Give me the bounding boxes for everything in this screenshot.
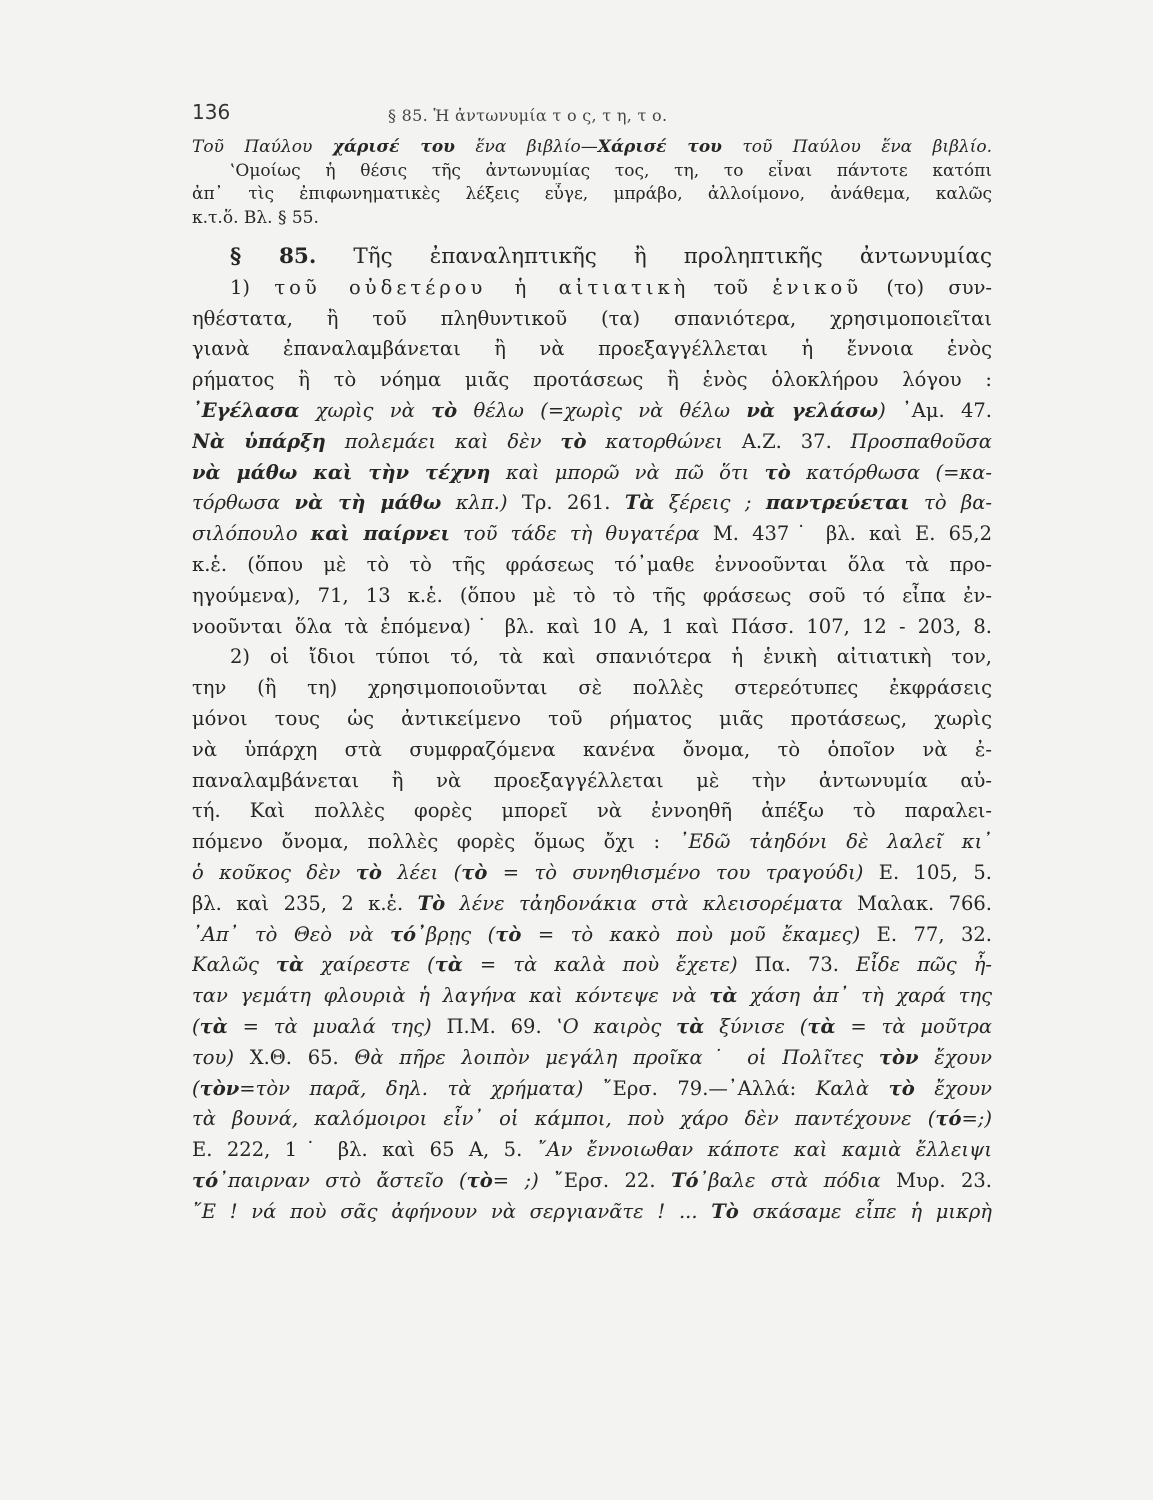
section-line — [192, 1197, 992, 1228]
section-line — [192, 981, 992, 1012]
text-run: καὶ μπορῶ νὰ πῶ ὅτι — [490, 460, 765, 484]
text-run: ἑνικοῦ — [772, 275, 863, 299]
text-run: χάση ἀπ᾽ τὴ χαρά της — [737, 984, 992, 1008]
section-line — [192, 642, 992, 673]
text-run: θέλω (=χωρὶς νὰ θέλω — [457, 398, 747, 422]
text-run: Τῆς ἐπαναληπτικῆς ἢ προληπτικῆς ἀντωνυμίας — [316, 244, 992, 269]
text-run: ρήματος ἢ τὸ νόημα μιᾶς προτάσεως ἢ ἑνὸς ὁλοκλήρου λόγου : — [192, 368, 992, 392]
section-line — [192, 920, 992, 951]
text-run: τὸ — [495, 922, 522, 946]
section-line — [192, 1135, 992, 1166]
text-run: ῎Ε ! νά ποὺ σᾶς ἀφήνουν νὰ σεργιανᾶτε ! ... — [192, 1199, 712, 1223]
text-run: τό — [935, 1107, 962, 1131]
text-run: παντρεύεται — [765, 491, 910, 515]
text-run: Καλῶς — [192, 953, 276, 977]
text-run: Τὰ — [624, 491, 655, 515]
text-run: τὰ — [709, 984, 738, 1008]
text-run: 2) οἱ ἴδιοι τύποι τό, τὰ καὶ σπανιότερα ἡ ἑνικὴ αἰτιατικὴ τον, — [230, 645, 992, 669]
text-run: ηθέστατα, ἢ τοῦ πληθυντικοῦ (τα) σπανιότερα, χρησιμοποιεῖται — [192, 306, 992, 330]
text-run: ἔχουν — [914, 1076, 992, 1100]
section-line — [192, 334, 992, 365]
text-run: Εἶδε πῶς ἦ- — [856, 953, 992, 977]
text-run: = ;) — [492, 1168, 539, 1192]
text-run: (το) συν- — [862, 275, 992, 299]
section-line — [192, 1166, 992, 1197]
section-line — [192, 889, 992, 920]
text-run: =τὸν παρᾶ, δηλ. τὰ χρήματα) — [239, 1076, 584, 1100]
text-run: τὸ βα- — [909, 491, 992, 515]
text-run: ῎Αν ἔννοιωθαν κάποτε καὶ καμιὰ ἔλλειψι — [536, 1138, 992, 1162]
text-run: Τὸ — [711, 1199, 739, 1223]
section-line — [192, 273, 992, 304]
intro-line — [192, 136, 992, 160]
text-run: χαίρεστε ( — [304, 953, 435, 977]
text-run: = τὸ κακὸ ποὺ μοῦ ἔκαμες) — [521, 922, 861, 946]
section-line — [192, 550, 992, 581]
text-run: ηγούμενα), 71, 13 κ.ἑ. (ὅπου μὲ τὸ τὸ τῆς φράσεως σοῦ τό εἶπα ἐν- — [192, 583, 992, 607]
text-run: Τοῦ Παύλου — [192, 137, 333, 157]
intro-line — [192, 207, 992, 231]
text-run: νὰ μάθω καὶ τὴν τέχνη — [192, 460, 491, 484]
text-run: νὰ τὴ μάθω — [294, 491, 442, 515]
text-run: του) — [192, 1045, 234, 1069]
text-run: Καλὰ — [815, 1076, 889, 1100]
page-number: 136 — [192, 100, 231, 124]
text-run: βρῃς ( — [425, 922, 496, 946]
text-run: πόμενο ὄνομα, πολλὲς φορὲς ὅμως ὄχι : — [192, 830, 679, 854]
page — [192, 96, 992, 1228]
section-line — [192, 950, 992, 981]
text-run: σκάσαμε εἶπε ἡ μικρὴ — [738, 1199, 992, 1223]
text-run: τὰ βουνά, καλόμοιροι εἶν᾽ οἱ κάμποι, ποὺ χάρο δὲν παντέχουνε ( — [192, 1107, 936, 1131]
text-run: λέει ( — [381, 860, 462, 884]
text-run: μόνοι τους ὡς ἀντικείμενο τοῦ ρήματος μιᾶς προτάσεως, χωρὶς — [192, 706, 992, 730]
section-line — [192, 673, 992, 704]
text-run: Π.Μ. 69. — [431, 1014, 557, 1038]
section-line — [192, 519, 992, 550]
section-gap — [192, 230, 992, 242]
section-line — [192, 458, 992, 489]
text-run: τή. Καὶ πολλὲς φορὲς μπορεῖ νὰ ἐννοηθῆ ἀπέξω τὸ παραλει- — [192, 799, 992, 823]
section-line — [192, 1104, 992, 1135]
section-line — [192, 581, 992, 612]
text-run: = τὰ καλὰ ποὺ ἔχετε) — [462, 953, 738, 977]
text-run: καὶ παίρνει — [310, 522, 450, 546]
text-run: πολεμάει καὶ δὲν — [325, 429, 561, 453]
text-run: 1) — [230, 275, 275, 299]
section-line — [192, 1043, 992, 1074]
text-run: ῎Ερσ. 79.—᾽Αλλά: — [583, 1076, 816, 1100]
section-line — [192, 1012, 992, 1043]
text-run: κατόρθωσα (=κα- — [790, 460, 992, 484]
text-run: τὸν — [878, 1045, 919, 1069]
text-run: τοῦ Παύλου ἕνα βιβλίο. — [721, 137, 992, 157]
text-run: χωρὶς νὰ — [299, 398, 432, 422]
text-run: τὸ — [560, 429, 587, 453]
text-run: ( — [192, 1076, 200, 1100]
text-run: Ε. 222, 1˙ βλ. καὶ 65 Α, 5. — [192, 1138, 537, 1162]
text-run: ξέρεις ; — [654, 491, 766, 515]
text-run: Τὸ — [417, 891, 446, 915]
text-run: Τό — [670, 1168, 699, 1192]
text-run: παναλαμβάνεται ἢ νὰ προεξαγγέλλεται μὲ τὴν ἀντωνυμία αὐ- — [192, 768, 992, 792]
text-run: ᾽Αμ. 47. — [885, 398, 992, 422]
text-run: χάρισέ του — [332, 137, 455, 157]
text-run: Τρ. 261. — [507, 491, 625, 515]
text-run: τὸ — [461, 860, 488, 884]
text-run: Μυρ. 23. — [880, 1168, 992, 1192]
text-run: νοοῦνται ὅλα τὰ ἑπόμενα)˙ βλ. καὶ 10 Α, 1 καὶ Πάσσ. 107, 12 - 203, 8. — [192, 614, 992, 638]
text-run: τὸ — [466, 1168, 493, 1192]
text-run: ῎Ερσ. 22. — [538, 1168, 671, 1192]
text-run: τοῦ τάδε τὴ θυγατέρα — [449, 522, 700, 546]
section-85 — [192, 242, 992, 1228]
text-run: ‛Ομοίως ἡ θέσις τῆς ἀντωνυμίας τος, τη, το εἶναι πάντοτε κατόπι — [230, 160, 992, 181]
section-line — [192, 396, 992, 427]
text-run: κατορθώνει — [586, 429, 723, 453]
text-run: = τὰ μοῦτρα — [835, 1014, 992, 1038]
text-run: Πα. 73. — [737, 953, 856, 977]
section-line — [192, 488, 992, 519]
text-run: τὸ — [431, 398, 458, 422]
text-run: ᾽Απ᾽ τὸ Θεὸ νὰ — [192, 922, 390, 946]
text-run: τὸ — [888, 1076, 915, 1100]
text-run: =;) — [961, 1107, 992, 1131]
intro-line — [192, 183, 992, 207]
text-run: ‛Ο καιρὸς — [556, 1014, 677, 1038]
text-run: ξύνισε ( — [704, 1014, 808, 1038]
text-run: τὰ — [275, 953, 305, 977]
text-run: Μαλακ. 766. — [842, 891, 992, 915]
text-run: την (ἢ τη) χρησιμοποιοῦνται σὲ πολλὲς στερεότυπες ἐκφράσεις — [192, 676, 992, 700]
text-run: ταν γεμάτη φλουριὰ ἡ λαγήνα καὶ κόντεψε νὰ — [192, 984, 710, 1008]
text-run: γιανὰ ἐπαναλαμβάνεται ἢ νὰ προεξαγγέλλεται ἡ ἔννοια ἑνὸς — [192, 337, 992, 361]
text-run: Θὰ πῆρε λοιπὸν μεγάλη προῖκα˙ οἱ Πολῖτες — [354, 1045, 879, 1069]
running-head: § 85. Ἡ ἀντωνυμία τ ο ς, τ η, τ ο. — [388, 106, 668, 125]
text-run: βλ. καὶ 235, 2 κ.ἑ. — [192, 891, 418, 915]
text-run: τὰ — [199, 1014, 228, 1038]
text-run: τὰ — [434, 953, 463, 977]
text-run: τοῦ — [689, 275, 773, 299]
text-run: Νὰ ὑπάρξη — [192, 429, 326, 453]
text-run: ἕνα βιβλίο— — [454, 137, 598, 157]
text-run: κ.τ.ὅ. Βλ. § 55. — [192, 207, 319, 228]
text-run: κ.ἑ. (ὅπου μὲ τὸ τὸ τῆς φράσεως τό᾽μαθε ἐννοοῦνται ὅλα τὰ προ- — [192, 552, 992, 576]
text-run: τὸν — [199, 1076, 240, 1100]
text-run: Προσπαθοῦσα — [850, 429, 992, 453]
section-line — [192, 735, 992, 766]
text-run: σιλόπουλο — [192, 522, 311, 546]
text-run: ᾽Εδῶ τἀηδόνι δὲ λαλεῖ κι᾽ — [678, 830, 992, 854]
section-line — [192, 427, 992, 458]
section-line — [192, 612, 992, 643]
text-run: τό᾽ — [389, 922, 426, 946]
text-run: ἔχουν — [918, 1045, 992, 1069]
text-run: ὁ κοῦκος δὲν — [192, 860, 356, 884]
text-run: Χ.Θ. 65. — [234, 1045, 355, 1069]
text-run: Μ. 437˙ βλ. καὶ Ε. 65,2 — [699, 522, 992, 546]
text-run: = τὸ συνηθισμένο του τραγούδι) — [487, 860, 864, 884]
section-line — [192, 704, 992, 735]
text-run: ᾽βαλε στὰ πόδια — [698, 1168, 881, 1192]
intro-line — [192, 160, 992, 184]
text-run: Α.Ζ. 37. — [722, 429, 851, 453]
text-run: § 85. — [230, 244, 317, 269]
section-line — [192, 796, 992, 827]
text-run: τὸ — [764, 460, 791, 484]
text-run: Ε. 77, 32. — [860, 922, 992, 946]
text-run: = τὰ μυαλά της) — [227, 1014, 432, 1038]
text-run: τὰ — [676, 1014, 705, 1038]
text-run: Χάρισέ του — [597, 137, 722, 157]
text-run: ἀπ᾽ τὶς ἐπιφωνηματικὲς λέξεις εὖγε, μπράβο, ἀλλοίμονο, ἀνάθεμα, καλῶς — [192, 184, 992, 204]
section-line — [192, 827, 992, 858]
text-run: τό — [192, 1168, 219, 1192]
text-run: κλπ.) — [441, 491, 508, 515]
text-run: ᾽παιρναν στὸ ἄστεῖο ( — [218, 1168, 467, 1192]
text-run: τόρθωσα — [192, 491, 295, 515]
text-run: τοῦ οὐδετέρου ἡ αἰτιατικὴ — [274, 275, 690, 299]
text-run: νὰ γελάσω — [746, 398, 879, 422]
text-run: Ε. 105, 5. — [863, 860, 992, 884]
text-run: ) — [878, 398, 886, 422]
text-run: τὸ — [355, 860, 382, 884]
section-line — [192, 858, 992, 889]
page-header — [192, 96, 992, 136]
section-line — [192, 766, 992, 797]
text-run: νὰ ὑπάρχη στὰ συμφραζόμενα κανένα ὄνομα, τὸ ὁποῖον νὰ ἐ- — [192, 737, 992, 761]
text-run: ᾽Εγέλασα — [192, 398, 300, 422]
section-line — [192, 1074, 992, 1105]
intro-paragraph — [192, 136, 992, 230]
section-line — [192, 365, 992, 396]
section-line — [192, 304, 992, 335]
text-run: ( — [192, 1014, 200, 1038]
text-run: λένε τἀηδονάκια στὰ κλεισορέματα — [445, 891, 843, 915]
text-run: τὰ — [807, 1014, 836, 1038]
section-line — [192, 242, 992, 273]
